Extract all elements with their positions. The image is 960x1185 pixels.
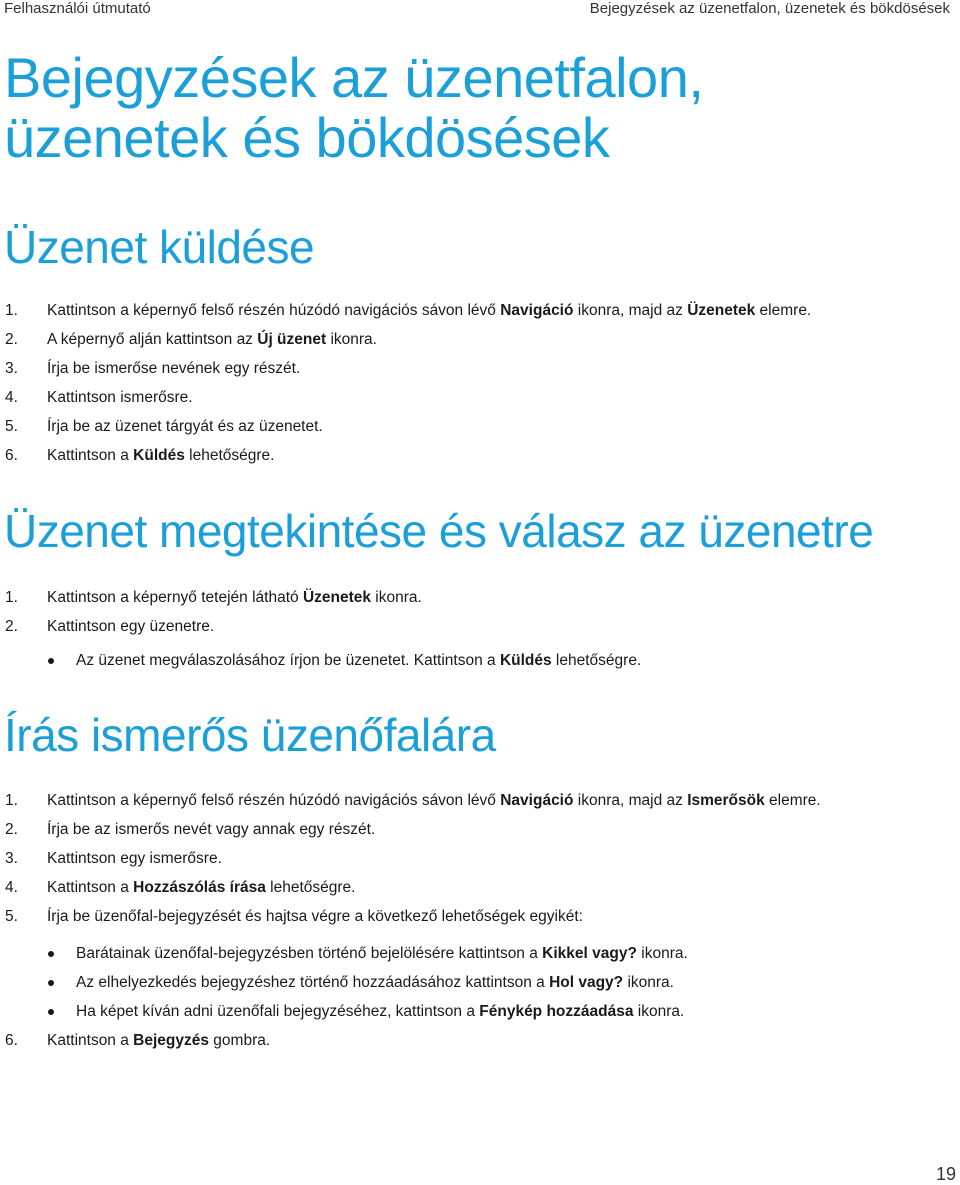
bullet-item: Az üzenet megválaszolásához írjon be üzenetet. Kattintson a Küldés lehetőségre.	[0, 646, 641, 675]
header-manual-title: Felhasználói útmutató	[4, 0, 151, 17]
bullet-item: Barátainak üzenőfal-bejegyzésben történő bejelölésére kattintson a Kikkel vagy? ikonra.	[0, 939, 821, 968]
list-item: 2. A képernyő alján kattintson az Új üzenet ikonra.	[5, 331, 377, 348]
send-message-steps	[0, 296, 811, 470]
list-item: 6. Kattintson a Bejegyzés gombra.	[5, 1032, 271, 1049]
write-wall-steps	[0, 786, 821, 1055]
list-item: 4. Kattintson a Hozzászólás írása lehetőségre.	[5, 879, 356, 896]
list-item: 1. Kattintson a képernyő felső részén húzódó navigációs sávon lévő Navigáció ikonra, majd az Üzenetek elemre.	[5, 302, 812, 319]
bullet-dot	[48, 980, 54, 986]
list-item: 2. Írja be az ismerős nevét vagy annak egy részét.	[5, 821, 376, 838]
page-number: 19	[935, 1164, 956, 1184]
section-heading-send-message: Üzenet küldése	[4, 221, 315, 273]
header-chapter-title: Bejegyzések az üzenetfalon, üzenetek és bökdösések	[589, 0, 950, 17]
list-item: 3. Kattintson egy ismerősre.	[5, 850, 222, 867]
list-item: 2. Kattintson egy üzenetre.	[5, 618, 215, 635]
bullet-dot	[48, 658, 54, 664]
bullet-dot	[48, 1009, 54, 1015]
bullet-dot	[48, 951, 54, 957]
page-title	[4, 48, 703, 168]
list-item: 5. Írja be az üzenet tárgyát és az üzenetet.	[5, 418, 323, 435]
view-reply-steps	[0, 583, 641, 675]
list-item: 6. Kattintson a Küldés lehetőségre.	[5, 447, 275, 464]
list-item: 5. Írja be üzenőfal-bejegyzését és hajtsa végre a következő lehetőségek egyikét:	[5, 908, 583, 925]
section-heading-write-wall: Írás ismerős üzenőfalára	[4, 709, 496, 761]
page-title-line2: üzenetek és bökdösések	[4, 106, 610, 169]
bullet-item: Az elhelyezkedés bejegyzéshez történő hozzáadásához kattintson a Hol vagy? ikonra.	[0, 968, 821, 997]
list-item: 4. Kattintson ismerősre.	[5, 389, 193, 406]
section-heading-view-reply: Üzenet megtekintése és válasz az üzenetre	[4, 505, 874, 557]
list-item: 1. Kattintson a képernyő felső részén húzódó navigációs sávon lévő Navigáció ikonra, majd az Ismerősök elemre.	[5, 792, 821, 809]
list-item: 3. Írja be ismerőse nevének egy részét.	[5, 360, 301, 377]
bullet-item: Ha képet kíván adni üzenőfali bejegyzéséhez, kattintson a Fénykép hozzáadása ikonra.	[0, 997, 821, 1026]
page-title-line1: Bejegyzések az üzenetfalon,	[4, 46, 704, 109]
list-item: 1. Kattintson a képernyő tetején látható Üzenetek ikonra.	[5, 589, 422, 606]
